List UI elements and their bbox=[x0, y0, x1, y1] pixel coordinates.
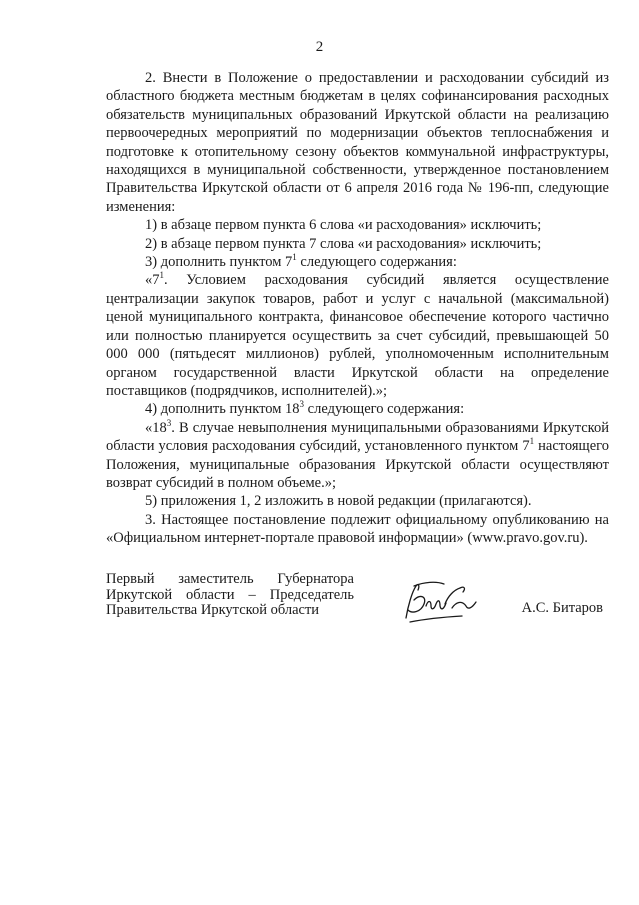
document-body bbox=[106, 69, 609, 548]
clause-7-1-superscript: 1 bbox=[159, 270, 164, 281]
clause-7-1-number: «7 bbox=[145, 272, 160, 289]
handwritten-signature bbox=[400, 578, 480, 628]
paragraph-item-4-text-end: следующего содержания: bbox=[304, 401, 465, 418]
clause-18-3-number: «18 bbox=[145, 419, 167, 436]
signer-title-line-3: Правительства Иркутской области bbox=[106, 602, 320, 618]
paragraph-item-3-text: 3) дополнить пунктом 7 bbox=[145, 254, 293, 271]
paragraph-item-3-text-end: следующего содержания: bbox=[296, 254, 457, 271]
paragraph-item-4 bbox=[106, 400, 609, 418]
paragraph-clause-18-3 bbox=[106, 419, 609, 493]
signer-name: А.С. Битаров bbox=[521, 600, 603, 616]
clause-18-3-superscript: 3 bbox=[166, 417, 172, 428]
clause-7-1-text: . Условием расходования субсидий является осуществление централизации закупок товаров, работ и услуг с начальной (максимальной) ценой муниципального контракта, финансовое обеспечение которого частично или полностью планируется осуществить за счет субсидий, превышающей 50 000 000 (пятьдесят миллионов) рублей, уполномоченным исполнительным органом государственной власти Иркутской области на определение поставщиков (подрядчиков, исполнителей).»; bbox=[106, 272, 609, 399]
signer-title-line-2: Иркутской области – Председатель bbox=[106, 586, 354, 603]
clause-18-3-ref-superscript: 1 bbox=[529, 436, 535, 447]
paragraph-item-4-text: 4) дополнить пунктом 18 bbox=[145, 401, 300, 418]
paragraph-item-4-superscript: 3 bbox=[299, 399, 305, 410]
signature-block bbox=[106, 572, 609, 632]
paragraph-item-1: 1) в абзаце первом пункта 6 слова «и расходования» исключить; bbox=[145, 217, 542, 234]
signer-title bbox=[106, 572, 354, 619]
paragraph-clause-7-1 bbox=[106, 271, 609, 400]
paragraph-item-3 bbox=[106, 253, 609, 271]
paragraph-publication: 3. Настоящее постановление подлежит официальному опубликованию на «Официальном интернет-портале правовой информации» (www.pravo.gov.ru). bbox=[106, 511, 609, 547]
signer-title-line-1: Первый заместитель Губернатора bbox=[106, 571, 354, 587]
paragraph-amendments-intro: 2. Внести в Положение о предоставлении и расходовании субсидий из областного бюджета местным бюджетам в целях софинансирования расходных обязательств муниципальных образований Иркутской области на реализацию первоочередных мероприятий по модернизации объектов теплоснабжения и подготовке к отопительному сезону объектов коммунальной инфраструктуры, находящихся в муниципальной собственности, утвержденное постановлением Правительства Иркутской области от 6 апреля 2016 года № 196-пп, следующие изменения: bbox=[106, 70, 609, 215]
clause-18-3-text-end: настоящего Положения, муниципальные образования Иркутской области осуществляют возврат субсидий в полном объеме.»; bbox=[106, 438, 609, 491]
paragraph-item-5: 5) приложения 1, 2 изложить в новой редакции (прилагаются). bbox=[145, 493, 532, 510]
page-number: 2 bbox=[315, 39, 324, 55]
paragraph-item-3-superscript: 1 bbox=[292, 252, 297, 263]
paragraph-item-2: 2) в абзаце первом пункта 7 слова «и расходования» исключить; bbox=[145, 235, 542, 252]
clause-18-3-text: . В случае невыполнения муниципальными образованиями Иркутской области условия расходования субсидий, установленного пунктом 7 bbox=[106, 419, 609, 455]
